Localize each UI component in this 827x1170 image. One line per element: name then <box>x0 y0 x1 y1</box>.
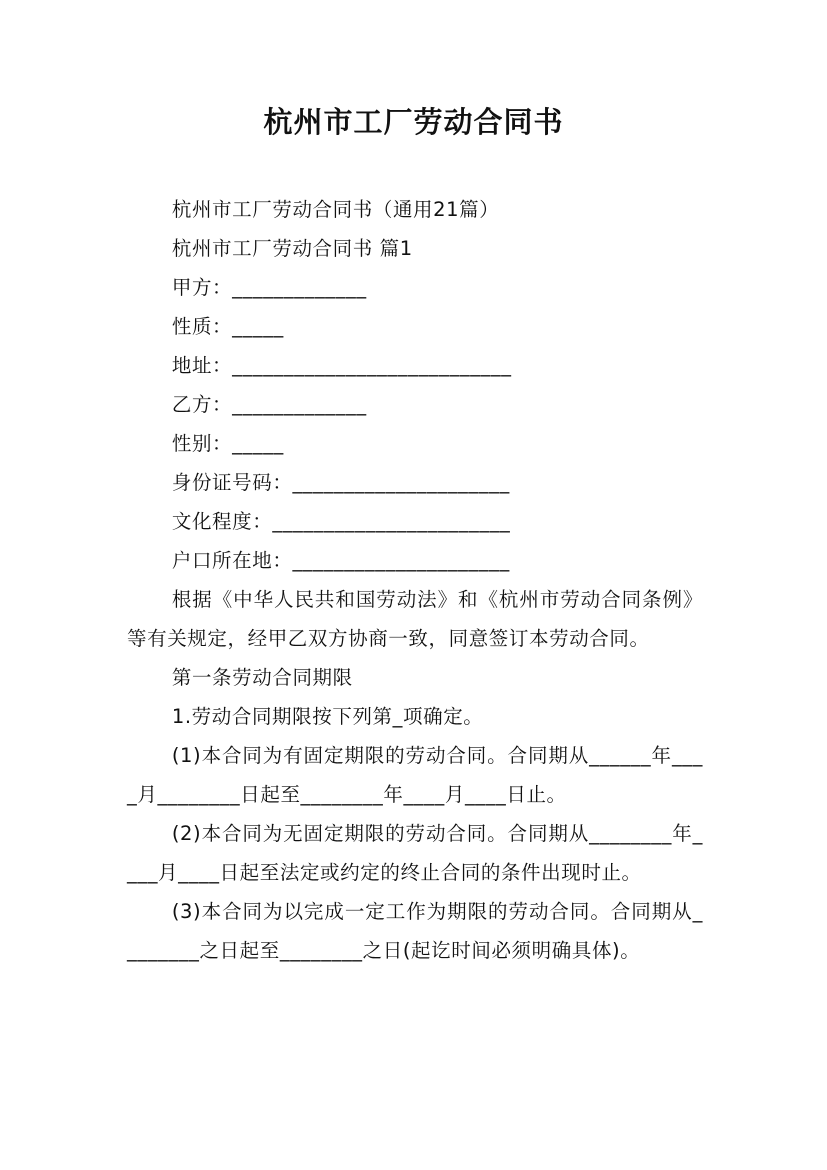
term-option-1: (1)本合同为有固定期限的劳动合同。合同期从______年____月________日起至________年____月____日止。 <box>127 744 703 806</box>
term-option-3: (3)本合同为以完成一定工作为期限的劳动合同。合同期从________之日起至________之日(起讫时间必须明确具体)。 <box>127 900 703 962</box>
party-a-field: 甲方：_____________ <box>171 276 367 299</box>
document-body <box>127 190 703 970</box>
id-number-field: 身份证号码：_____________________ <box>171 471 510 494</box>
party-b-field: 乙方：_____________ <box>171 393 367 416</box>
gender-field: 性别：_____ <box>171 432 284 455</box>
document-title: 杭州市工厂劳动合同书 <box>263 105 564 139</box>
education-field: 文化程度：_______________________ <box>171 510 511 533</box>
household-registration-field: 户口所在地：_____________________ <box>171 549 510 572</box>
preamble-paragraph: 根据《中华人民共和国劳动法》和《杭州市劳动合同条例》等有关规定，经甲乙双方协商一致，同意签订本劳动合同。 <box>127 588 703 650</box>
term-option-2: (2)本合同为无固定期限的劳动合同。合同期从________年____月____日起至法定或约定的终止合同的条件出现时止。 <box>127 822 703 884</box>
subtitle-paragraph: 杭州市工厂劳动合同书（通用21篇） <box>171 198 500 221</box>
address-field: 地址：___________________________ <box>171 354 512 377</box>
article-heading: 第一条劳动合同期限 <box>171 666 353 689</box>
section-heading: 杭州市工厂劳动合同书 篇1 <box>171 237 413 260</box>
term-clause: 1.劳动合同期限按下列第_项确定。 <box>171 705 484 728</box>
nature-field: 性质：_____ <box>171 315 284 338</box>
